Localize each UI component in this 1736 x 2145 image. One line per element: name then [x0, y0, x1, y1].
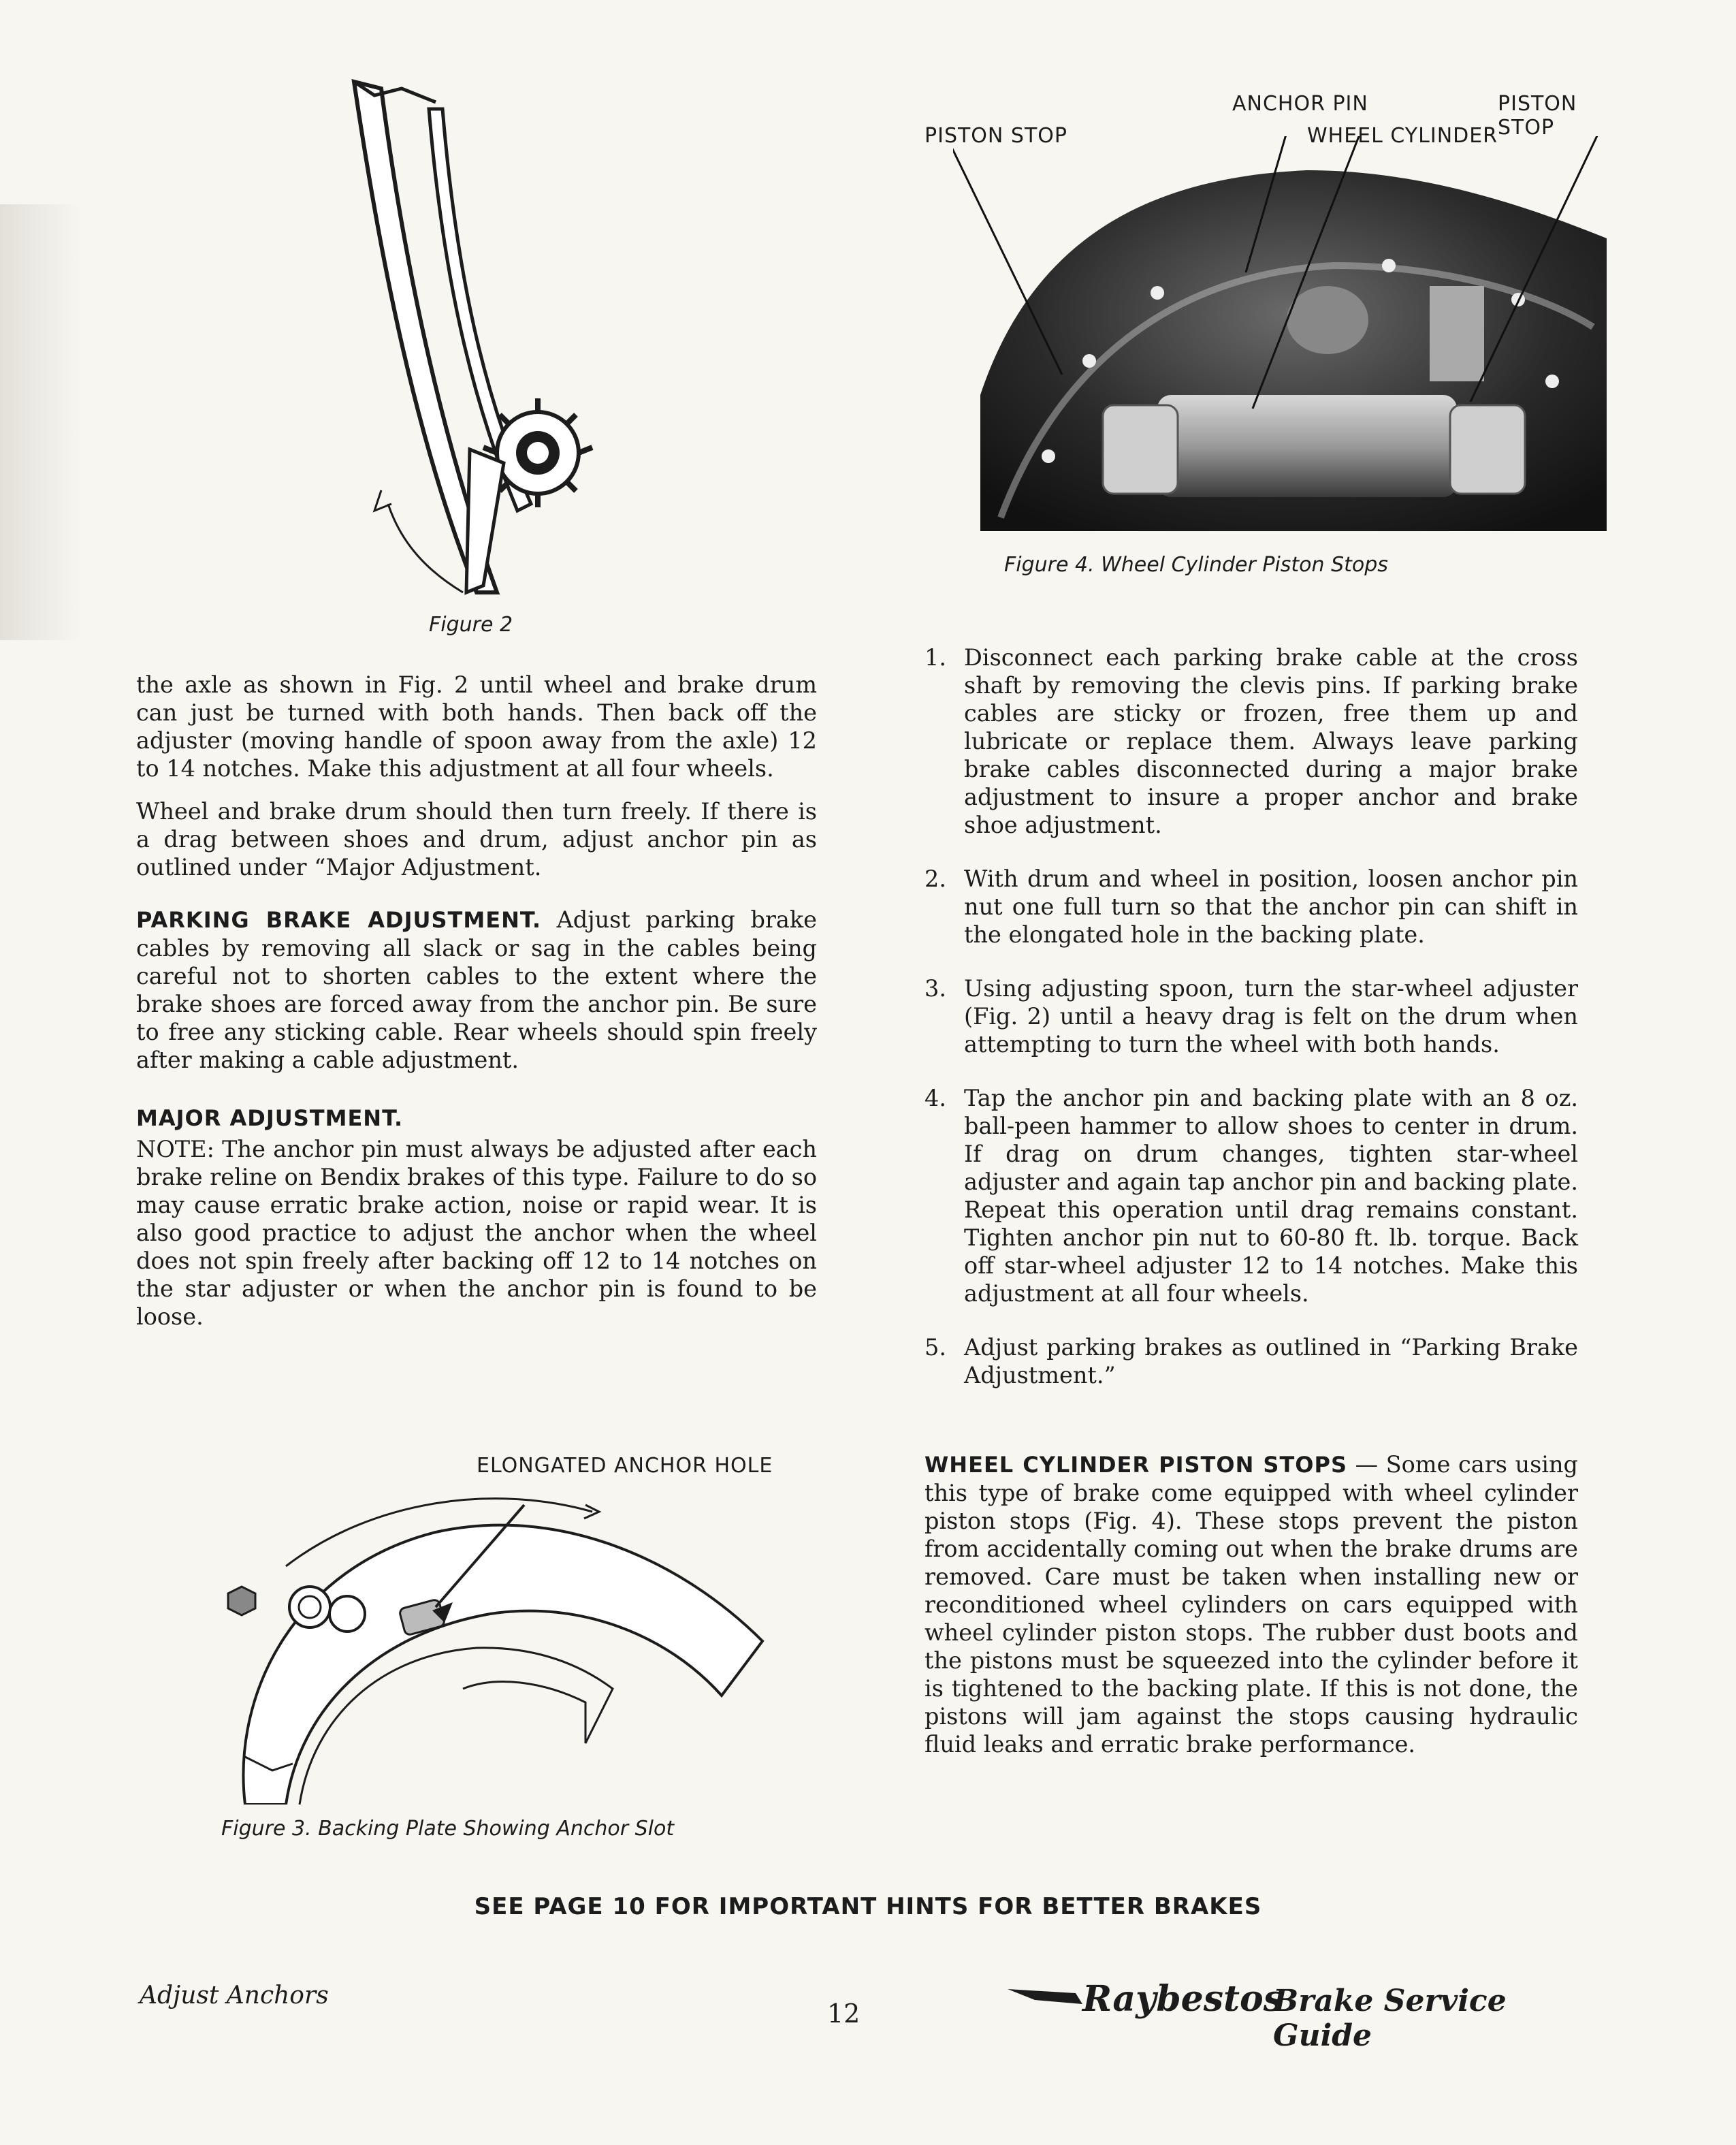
backing-plate-illustration [204, 1484, 817, 1805]
star-wheel-adjuster-illustration [327, 68, 626, 613]
footer-section-title: Adjust Anchors [140, 1982, 329, 2009]
figure-2-caption: Figure 2 [429, 613, 513, 637]
hints-banner: SEE PAGE 10 FOR IMPORTANT HINTS FOR BETTER BRAKES [474, 1893, 1262, 1920]
intro-paragraph-2: Wheel and brake drum should then turn freely. If there is a drag between shoes and drum, adjust anchor pin as outlined under “Major Adjustment. [136, 798, 817, 880]
step-number: 5. [925, 1334, 946, 1361]
step-number: 1. [925, 644, 946, 671]
step-text: Tap the anchor pin and backing plate with an 8 oz. ball-peen hammer to allow shoes to center in drum. If drag on drum changes, tighten star-wheel adjuster and again tap anchor pin and backing plate. Repeat this operation until drag remains constant. Tighten anchor pin nut to 60-80 ft. lb. torque. Back off star-wheel adjuster 12 to 14 notches. Make this adjustment at all four wheels. [964, 1085, 1578, 1307]
major-adjustment-heading: MAJOR ADJUSTMENT. [136, 1105, 404, 1131]
scan-edge-shadow [0, 204, 82, 640]
list-item [925, 865, 1578, 949]
label-elongated-anchor-hole: ELONGATED ANCHOR HOLE [477, 1454, 773, 1478]
list-item [925, 1333, 1578, 1389]
wheel-cylinder-photo [953, 136, 1620, 531]
figure-4-caption: Figure 4. Wheel Cylinder Piston Stops [1004, 553, 1388, 577]
figure-2 [327, 68, 626, 637]
wheel-cylinder-piston-stops-heading: WHEEL CYLINDER PISTON STOPS [925, 1452, 1348, 1478]
list-item [925, 1084, 1578, 1307]
brand-footer [1008, 1971, 1593, 2053]
wheel-cylinder-piston-stops-paragraph [925, 1450, 1578, 1758]
raybestos-logo-swoosh [1008, 1984, 1082, 2011]
list-item [925, 974, 1578, 1058]
parking-brake-paragraph [136, 906, 817, 1074]
figure-3-caption: Figure 3. Backing Plate Showing Anchor Slot [221, 1817, 675, 1841]
adjustment-steps-list [925, 644, 1578, 1389]
step-text: Adjust parking brakes as outlined in “Parking Brake Adjustment.” [964, 1334, 1578, 1388]
figure-3 [204, 1444, 817, 1852]
step-text: Using adjusting spoon, turn the star-wheel adjuster (Fig. 2) until a heavy drag is felt on the drum when attempting to turn the wheel with both hands. [964, 975, 1578, 1058]
parking-brake-heading: PARKING BRAKE ADJUSTMENT. [136, 907, 541, 933]
label-piston-stop-left: PISTON STOP [925, 124, 1067, 148]
label-piston-stop-right: PISTON STOP [1498, 92, 1577, 140]
step-text: With drum and wheel in position, loosen anchor pin nut one full turn so that the anchor pin can shift in the elongated hole in the backing plate. [964, 865, 1578, 948]
figure-4 [912, 89, 1634, 592]
list-item [925, 644, 1578, 839]
step-number: 4. [925, 1085, 946, 1111]
intro-paragraph-1: the axle as shown in Fig. 2 until wheel and brake drum can just be turned with both hands. Then back off the adjuster (moving handle of spoon away from the axle) 12 to 14 notches. Make this adjustment at all four wheels. [136, 671, 817, 782]
step-number: 3. [925, 975, 946, 1002]
right-column [925, 644, 1578, 1758]
page-number: 12 [827, 1999, 861, 2029]
guide-title: Brake Service Guide [1273, 1984, 1507, 2053]
step-number: 2. [925, 865, 946, 892]
label-wheel-cylinder: WHEEL CYLINDER [1307, 124, 1498, 148]
brand-logo: Raybestos [1082, 1978, 1284, 2020]
major-adjustment-text: NOTE: The anchor pin must always be adjusted after each brake reline on Bendix brakes of this type. Failure to do so may cause erratic brake action, noise or rapid wear. It is also good practice to adjust the anchor when the wheel does not spin freely after backing off 12 to 14 notches on the star adjuster or when the anchor pin is found to be loose. [136, 1136, 817, 1330]
left-column [136, 671, 817, 1346]
parking-brake-text: Adjust parking brake cables by removing all slack or sag in the cables being careful not to shorten cables to the extent where the brake shoes are forced away from the anchor pin. Be sure to free any sticking cable. Rear wheels should spin freely after making a cable adjustment. [136, 906, 818, 1073]
wheel-cylinder-piston-stops-text: — Some cars using this type of brake come equipped with wheel cylinder piston stops (Fig. 4). These stops prevent the piston from accidentally coming out when the brake drums are removed. Care must be taken when installing new or reconditioned wheel cylinders on cars equipped with wheel cylinder piston stops. The rubber dust boots and the pistons must be squeezed into the cylinder before it is tightened to the backing plate. If this is not done, the pistons will jam against the stops causing hydraulic fluid leaks and erratic brake performance. [925, 1451, 1579, 1758]
step-text: Disconnect each parking brake cable at the cross shaft by removing the clevis pins. If parking brake cables are sticky or frozen, free them up and lubricate or replace them. Always leave parking brake cables disconnected during a major brake adjustment to insure a proper anchor and brake shoe adjustment. [964, 644, 1578, 838]
label-anchor-pin: ANCHOR PIN [1232, 92, 1368, 116]
